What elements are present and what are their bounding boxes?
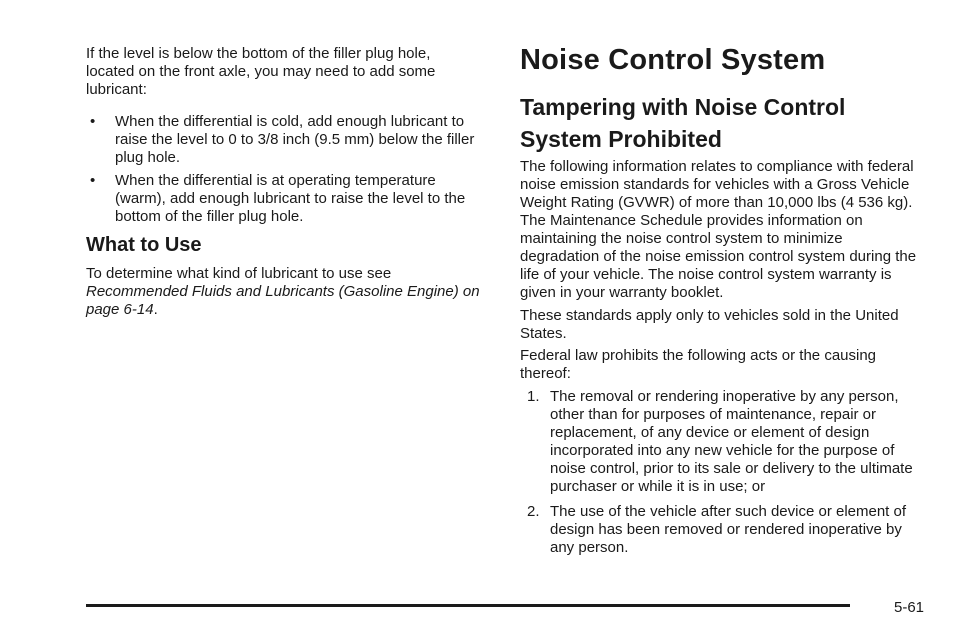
what-to-use-text: To determine what kind of lubricant to use see <box>86 265 392 282</box>
list-text: The removal or rendering inoperative by any person, other than for purposes of maintenance, repair or replacement, of any device or element of design incorporated into any new vehicle for the purpose of noise control, prior to its sale or delivery to the ultimate purchaser or while it is in use; or <box>550 388 913 495</box>
footer-rule <box>86 604 850 607</box>
list-number: 1. <box>527 388 540 405</box>
section-title: Noise Control System <box>520 44 826 76</box>
list-text: The use of the vehicle after such device or element of design has been removed or rendered inoperative by any person. <box>550 503 907 556</box>
cross-reference: Recommended Fluids and Lubricants (Gasoline Engine) on page 6-14 <box>86 283 480 318</box>
bullet-item <box>86 113 482 167</box>
intro-paragraph: If the level is below the bottom of the filler plug hole, located on the front axle, you may need to add some lubricant: <box>86 45 436 98</box>
compliance-paragraph: The following information relates to compliance with federal noise emission standards for vehicles with a Gross Vehicle Weight Rating (GVWR) of more than 10,000 lbs (4 536 kg). The Maintenance Schedule provides information on maintaining the noise control system to minimize degradation of the noise emission control system during the life of your vehicle. The noise control system warranty is given in your warranty booklet. <box>520 158 917 301</box>
list-item <box>520 388 926 496</box>
standards-paragraph: These standards apply only to vehicles sold in the United States. <box>520 307 899 342</box>
section-subtitle: Tampering with Noise Control System Prohibited <box>520 94 846 152</box>
bullet-dot: • <box>90 172 96 189</box>
bullet-text: When the differential is cold, add enough lubricant to raise the level to 0 to 3/8 inch (9.5 mm) below the filler plug hole. <box>115 113 475 166</box>
what-to-use-paragraph <box>86 265 496 319</box>
page-number: 5-61 <box>894 599 925 616</box>
list-item <box>520 503 926 557</box>
bullet-dot: • <box>90 113 96 130</box>
list-number: 2. <box>527 503 540 520</box>
what-to-use-heading: What to Use <box>86 234 202 256</box>
bullet-text: When the differential is at operating temperature (warm), add enough lubricant to raise the level to the bottom of the filler plug hole. <box>115 172 466 225</box>
what-to-use-end: . <box>153 301 158 318</box>
bullet-item <box>86 172 482 226</box>
federal-law-paragraph: Federal law prohibits the following acts or the causing thereof: <box>520 347 877 382</box>
